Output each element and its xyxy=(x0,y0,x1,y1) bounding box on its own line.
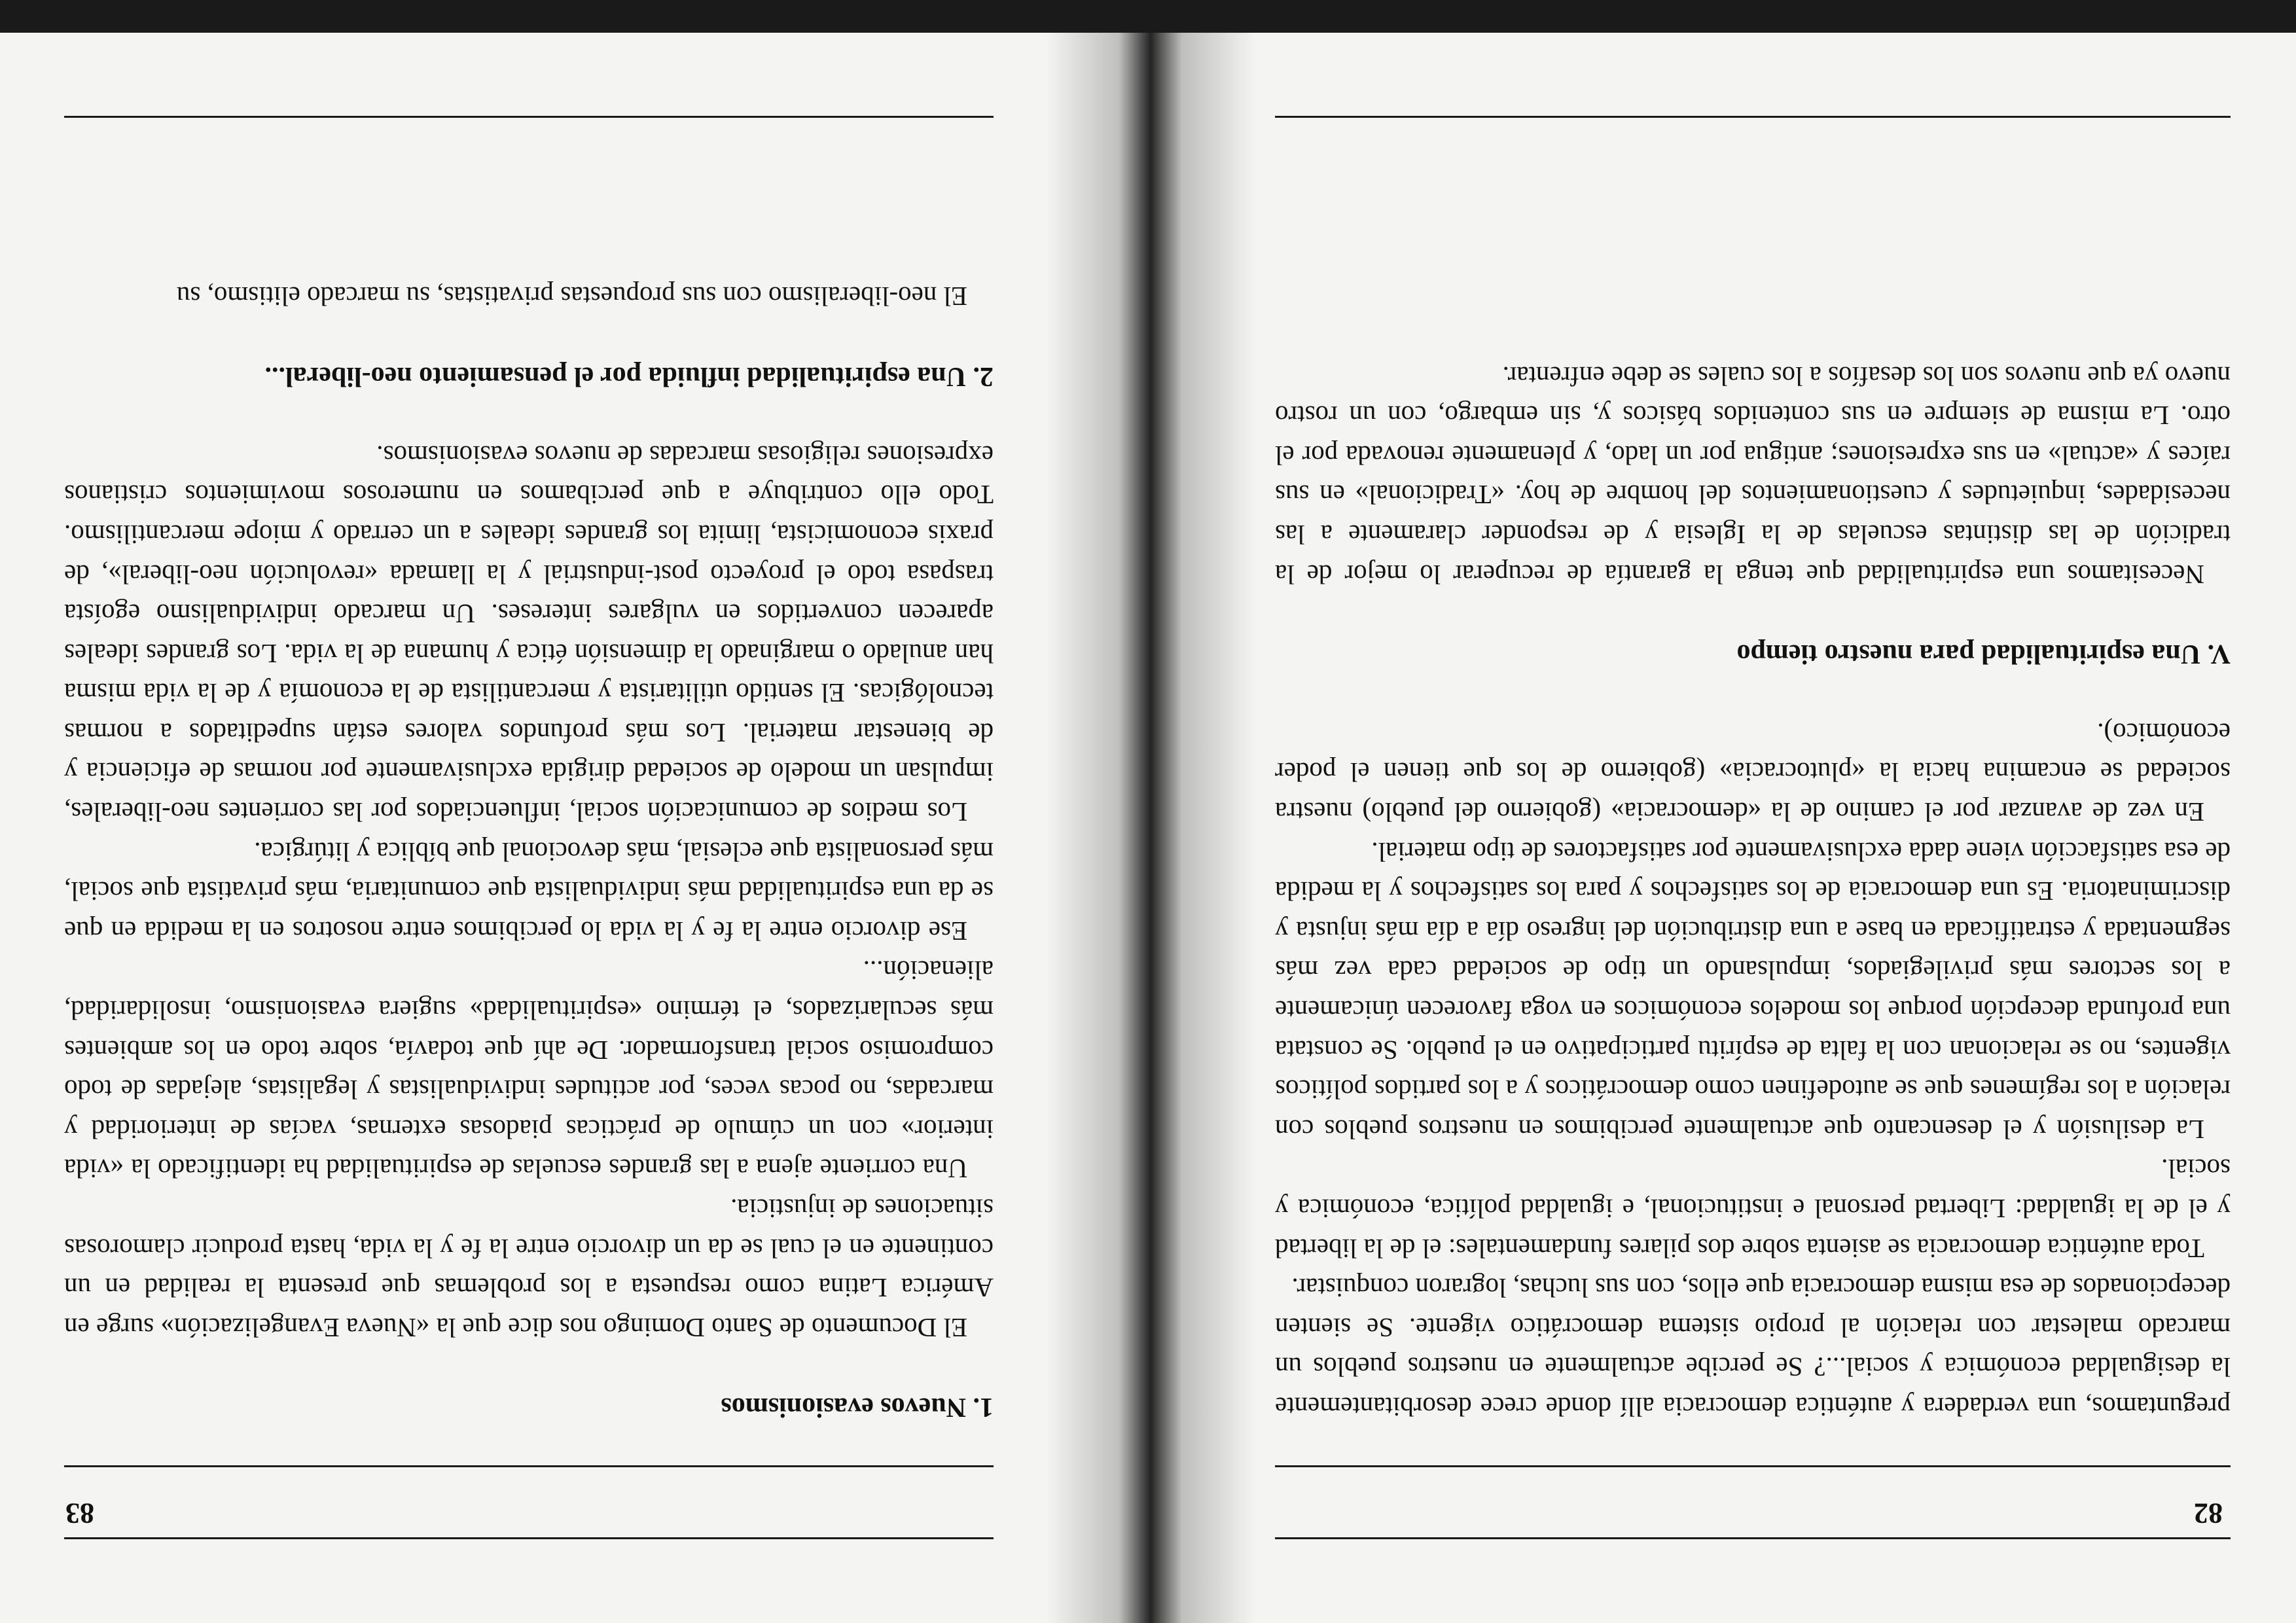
left-page-text xyxy=(1275,356,2231,1427)
paragraph: Toda auténtica democracia se asienta sobre dos pilares fundamentales: el de la libertad y el de la igualdad: Libertad personal e institucional, e igualdad política, económica y social. xyxy=(1275,1154,2231,1264)
paragraph: En vez de avanzar por el camino de la «democracia» (gobierno del pueblo) nuestra sociedad se encamina hacia la «plutocracia» (gobierno de los que tienen el poder económico). xyxy=(1275,717,2231,828)
paragraph: El Documento de Santo Domingo nos dice que la «Nueva Evangelización» surge en América Latina como respuesta a los problemas que presenta la realidad en un continente en el cual se da un divorcio entre la fe y la vida, hasta producir clamorosas situaciones de injusticia. xyxy=(64,1194,994,1343)
header-rule-bottom xyxy=(1275,1465,2231,1467)
right-page-text xyxy=(64,277,994,1427)
paragraph: La desilusión y el desencanto que actualmente percibimos en nuestros pueblos con relación a los regímenes que se autodefinen como democráticos y a los partidos políticos vigentes, no se relacionan con la falta de espíritu participativo en el pueblo. Se constata una profunda decepción porque los modelos económicos en voga favorecen únicamente a los sectores más privilegiados, impulsando un tipo de sociedad cada vez más segmentada y estratificada en base a una distribución del ingreso día a día más injusta y discriminatoria. Es una democracia de los satisfechos y para los satisfechos y la medida de esa satisfacción viene dada exclusivamente por satisfactores de tipo material. xyxy=(1275,836,2231,1145)
folio-83: 83 xyxy=(65,1497,94,1529)
page-82 xyxy=(1144,33,2296,1623)
paragraph: Ese divorcio entre la fe y la vida lo percibimos entre nosotros en la medida en que se da una espiritualidad más individualista que comunitaria, más privatista que social, más personalista que eclesial, más devocional que bíblica y litúrgica. xyxy=(64,836,994,946)
section-heading: V. Una espiritualidad para nuestro tiempo xyxy=(1736,638,2231,669)
paragraph: Una corriente ajena a las grandes escuelas de espiritualidad ha identificado la «vida interior» con un cúmulo de prácticas piadosas externas, vacías de interioridad y marcadas, no pocas veces, por actitudes individualistas y legalistas, alejadas de todo compromiso social transformador. De ahí que todavía, sobre todo en los ambientes más secularizados, el término «espiritualidad» sugiera evasionismo, insolidaridad, alienación... xyxy=(64,955,994,1185)
header-rule-bottom xyxy=(64,1465,994,1467)
header-rule-top xyxy=(64,1537,994,1539)
paragraph: El neo-liberalismo con sus propuestas privatistas, su marcado elitismo, su xyxy=(176,281,967,312)
footer-rule xyxy=(64,116,994,118)
footer-rule xyxy=(1275,116,2231,118)
header-rule-top xyxy=(1275,1537,2231,1539)
paragraph: Los medios de comunicación social, influenciados por las corrientes neo-liberales, impulsan un modelo de sociedad dirigida exclusivamente por normas de eficiencia y de bienestar material. Los más profundos valores están supeditados a normas tecnológicas. El sentido utilitarista y mercantilista de la economía y de la vida misma han anulado o marginado la dimensión ética y humana de la vida. Los grandes ideales aparecen convertidos en vulgares intereses. Un marcado individualismo egoísta traspasa todo el proyecto post-industrial y la llamada «revolución neo-liberal», de praxis economicista, limita los grandes ideales a un cerrado y miope mercantilismo. Todo ello contribuye a que percibamos en numerosos movimientos cristianos expresiones religiosas marcadas de nuevos evasionismos. xyxy=(64,440,994,828)
section-heading: 2. Una espiritualidad influida por el pensamiento neo-liberal... xyxy=(264,361,994,391)
folio-82: 82 xyxy=(2194,1497,2223,1529)
page-83 xyxy=(0,33,1144,1623)
section-heading: 1. Nuevos evasionismos xyxy=(721,1392,994,1422)
paragraph: preguntamos, una verdadera y auténtica democracia allí donde crece desorbitantemente la desigualdad económica y social...? Se percibe actualmente en nuestros pueblos un marcado malestar con relación al propio sistema democrático vigente. Se sienten decepcionados de esa misma democracia que ellos, con sus luchas, lograron conquistar. xyxy=(1275,1273,2231,1422)
paragraph: Necesitamos una espiritualidad que tenga la garantía de recuperar lo mejor de la tradición de las distintas escuelas de la Iglesia y de responder claramente a las necesidades, inquietudes y cuestionamientos del hombre de hoy. «Tradicional» en sus raíces y «actual» en sus expresiones; antigua por un lado, y plenamente renovada por el otro. La misma de siempre en sus contenidos básicos y, sin embargo, con un rostro nuevo ya que nuevos son los desafíos a los cuales se debe enfrentar. xyxy=(1275,361,2231,590)
